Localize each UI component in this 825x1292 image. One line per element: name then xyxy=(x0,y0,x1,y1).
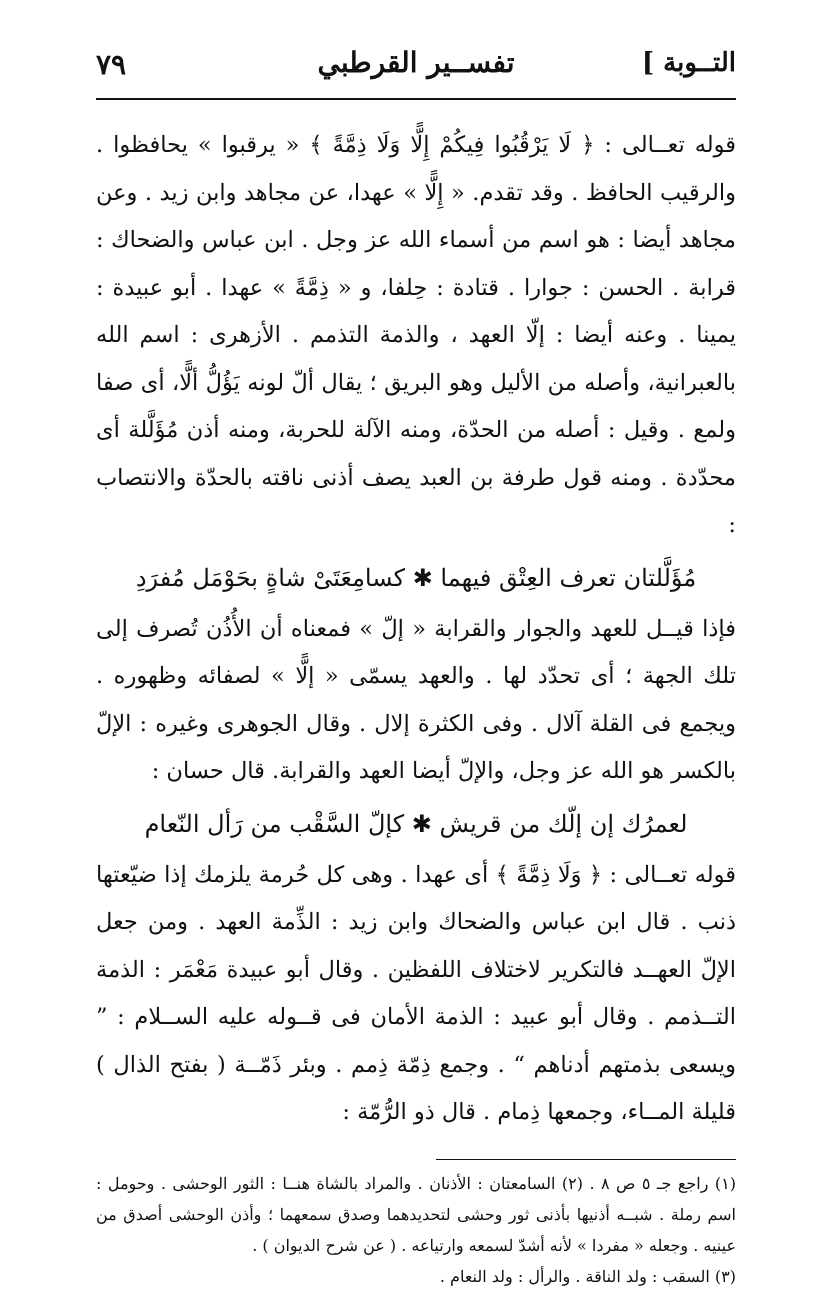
book-title: تفســير القرطبي xyxy=(317,46,515,79)
footnote-1-2: (١) راجع جـ ٥ ص ٨ . (٢) السامعتان : الأذنان . والمراد بالشاة هنــا : الثور الوحشى . وحومل : اسم رملة . شبــه أذنيها بأذنى ثور وحشى لتحديدهما وصدق سمعهما ؛ وأذن الوحشى أصدق من عينيه . وجعله « مفردا » لأنه أشدّ لسمعه وارتياعه . ( عن شرح الديوان ) . xyxy=(96,1173,737,1255)
paragraph-2: فإذا قيــل للعهد والجوار والقرابة « إلّ » فمعناه أن الأُذُن تُصرف إلى تلك الجهة ؛ أى تحدّد لها . والعهد يسمّى « إلًّا » لصفائه وظهوره . ويجمع فى القلة آلال . وفى الكثرة إلال . وقال الجوهرى وغيره : الإلّ بالكسر هو الله عز وجل، والإلّ أيضا العهد والقرابة. قال حسان : xyxy=(96,615,736,784)
paragraph-3: قوله تعــالى : ﴿ وَلَا ذِمَّةً ﴾ أى عهدا . وهى كل حُرمة يلزمك إذا ضيّعتها ذنب . قال ابن عباس والضحاك وابن زيد : الذِّمة العهد . ومن جعل الإلّ العهــد فالتكرير لاختلاف اللفظين . وقال أبو عبيدة مَعْمَر : الذمة التــذمم . وقال أبو عبيد : الذمة الأمان فى قــوله عليه الســلام : ” ويسعى بذمتهم أدناهم “ . وجمع ذِمّة ذِمم . وبئر ذَمّــة ( بفتح الذال ) قليلة المــاء، وجمعها ذِمام . قال ذو الرُّمّة : xyxy=(96,861,736,1125)
page-number: ٧٩ xyxy=(96,48,127,81)
surah-name: التــوبة ] xyxy=(641,48,736,78)
footnotes xyxy=(96,1168,736,1292)
poem-verse-2: لعمرُك إن إلّك من قريش ✱ كإلّ السَّقْب من رَأل النّعام xyxy=(144,809,688,838)
paragraph-1: قوله تعــالى : ﴿ لَا يَرْقُبُوا فِيكُمْ إِلًّا وَلَا ذِمَّةً ﴾ « يرقبوا » يحافظوا . والرقيب الحافظ . وقد تقدم. « إِلًّا » عهدا، عن مجاهد وابن زيد . وعن مجاهد أيضا : هو اسم من أسماء الله عز وجل . ابن عباس والضحاك : قرابة . الحسن : جوارا . قتادة : حِلفا، و « ذِمَّةً » عهدا . أبو عبيدة : يمينا . وعنه أيضا : إلّا العهد ، والذمة التذمم . الأزهرى : اسم الله بالعبرانية، وأصله من الأليل وهو البريق ؛ يقال ألّ لونه يَؤُلُّ ألًّا، أى صفا ولمع . وقيل : أصله من الحدّة، ومنه الآلة للحربة، ومنه أذن مُؤَلَّلة أى محدّدة . ومنه قول طرفة بن العبد يصف أذنى ناقته بالحدّة والانتصاب : xyxy=(96,132,736,538)
main-text xyxy=(96,122,736,1137)
page-header xyxy=(96,40,736,100)
footnote-divider xyxy=(436,1159,736,1160)
book-page xyxy=(96,40,737,1286)
poem-verse-1: مُؤَلَّلتان تعرف العِتْق فيهما ✱ كسامِعَتَىْ شاةٍ بحَوْمَل مُفرَدِ xyxy=(135,563,697,592)
footnote-3: (٣) السقب : ولد الناقة . والرأل : ولد النعام . xyxy=(439,1266,736,1286)
